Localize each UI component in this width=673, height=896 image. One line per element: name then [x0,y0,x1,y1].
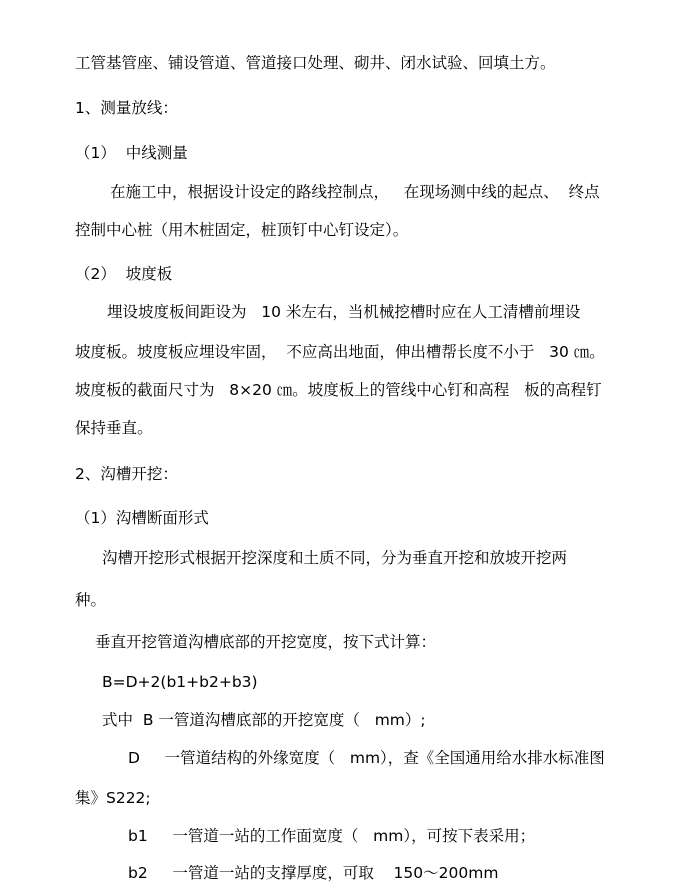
formula-definition: 式中 B 一管道沟槽底部的开挖宽度（ mm）; [102,711,426,729]
paragraph-line: 垂直开挖管道沟槽底部的开挖宽度，按下式计算： [95,633,437,651]
formula-definition: b2 一管道一站的支撑厚度，可取 150～200mm [128,864,499,882]
paragraph-line: 种。 [75,591,107,609]
formula: B=D+2(b1+b2+b3) [102,673,258,691]
paragraph-line: 工管基管座、铺设管道、管道接口处理、砌井、闭水试验、回填土方。 [75,54,556,72]
subsection-heading: （2） 坡度板 [75,265,173,283]
paragraph-line: 保持垂直。 [75,419,153,437]
paragraph-line: 在施工中，根据设计设定的路线控制点， 在现场测中线的起点、 终点 [110,183,600,201]
formula-definition: D 一管道结构的外缘宽度（ mm），查《全国通用给水排水标准图 [128,749,605,767]
paragraph-line: 控制中心桩（用木桩固定，桩顶钉中心钉设定）。 [75,221,409,239]
subsection-heading: （1）沟槽断面形式 [75,509,209,527]
paragraph-line: 坡度板。坡度板应埋设牢固， 不应高出地面，伸出槽帮长度不小于 30 ㎝。 [75,343,605,361]
subsection-heading: （1） 中线测量 [75,144,188,162]
paragraph-line: 坡度板的截面尺寸为 8×20 ㎝。坡度板上的管线中心钉和高程 板的高程钉 [75,381,602,399]
formula-definition: 集》S222; [75,789,151,807]
section-heading: 2、沟槽开挖： [75,465,178,483]
paragraph-line: 沟槽开挖形式根据开挖深度和土质不同，分为垂直开挖和放坡开挖两 [102,549,568,567]
section-heading: 1、测量放线： [75,99,178,117]
formula-definition: b1 一管道一站的工作面宽度（ mm），可按下表采用； [128,827,536,845]
paragraph-line: 埋设坡度板间距设为 10 米左右，当机械挖槽时应在人工清槽前埋设 [107,303,581,321]
